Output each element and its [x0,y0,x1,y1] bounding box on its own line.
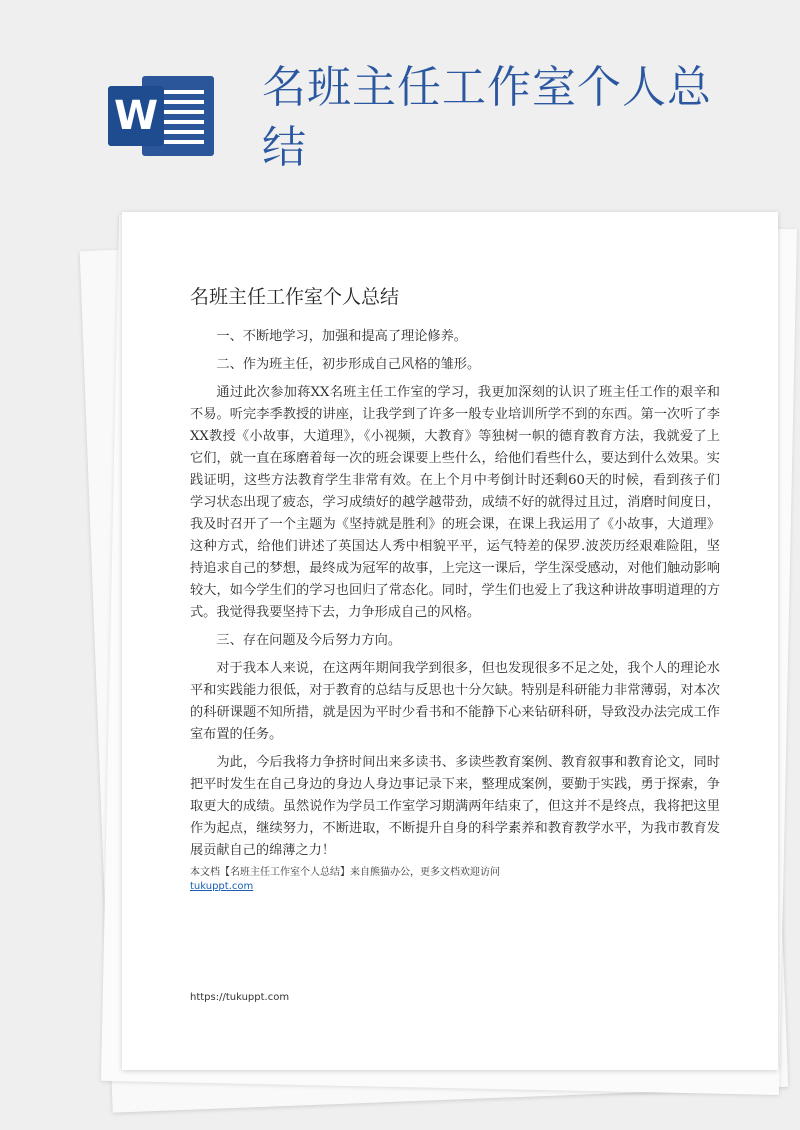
paragraph-4: 三、存在问题及今后努力方向。 [216,633,402,648]
paragraph-3: 通过此次参加蒋XX名班主任工作室的学习，我更加深刻的认识了班主任工作的艰辛和不易。听完李季教授的讲座，让我学到了许多一般专业培训所学不到的东西。第一次听了李XX教授《小故事，大道理》，《小视频，大教育》等独树一帜的德育教育方法，我就爱了上它们，就一直在琢磨着每一次的班会课要上些什么，给他们看些什么，要达到什么效果。实践证明，这些方法教育学生非常有效。在上个月中考倒计时还剩60天的时候，看到孩子们学习状态出现了疲态，学习成绩好的越学越带劲，成绩不好的就得过且过，消磨时间度日，我及时召开了一个主题为《坚持就是胜利》的班会课，在课上我运用了《小故事，大道理》这种方式，给他们讲述了英国达人秀中相貌平平，运气特差的保罗.波茨历经艰难险阻，坚持追求自己的梦想，最终成为冠军的故事，上完这一课后，学生深受感动，对他们触动影响较大，如今学生们的学习也回归了常态化。同时，学生们也爱上了我这种讲故事明道理的方式。我觉得我要坚持下去，力争形成自己的风格。 [190,385,720,620]
footer-link[interactable]: tukuppt.com [190,881,254,892]
header-title: 名班主任工作室个人总结 [262,62,712,173]
document-page [122,212,778,1070]
footer-note [190,866,500,894]
paragraph-1: 一、不断地学习，加强和提高了理论修养。 [216,329,467,344]
paragraph-5: 对于我本人来说，在这两年期间我学到很多，但也发现很多不足之处，我个人的理论水平和实践能力很低，对于教育的总结与反思也十分欠缺。特别是科研能力非常薄弱，对本次的科研课题不知所措，就是因为平时少看书和不能静下心来钻研科研，导致没办法完成工作室布置的任务。 [190,661,720,742]
bottom-url[interactable]: https://tukuppt.com [190,992,290,1003]
document-body [190,326,720,868]
document-title: 名班主任工作室个人总结 [190,286,400,308]
word-document-icon [108,76,214,156]
paragraph-6: 为此，今后我将力争挤时间出来多读书、多读些教育案例、教育叙事和教育论文，同时把平时发生在自己身边的身边人身边事记录下来，整理成案例，要勤于实践，勇于探索，争取更大的成绩。虽然说作为学员工作室学习期满两年结束了，但这并不是终点，我将把这里作为起点，继续努力，不断进取，不断提升自身的科学素养和教育教学水平，为我市教育发展贡献自己的绵薄之力！ [190,755,720,858]
header [0,0,800,200]
word-icon-letter: W [108,86,164,146]
footer-note-text: 本文档【名班主任工作室个人总结】来自熊猫办公，更多文档欢迎访问 [190,867,500,878]
paragraph-2: 二、作为班主任，初步形成自己风格的雏形。 [216,357,481,372]
